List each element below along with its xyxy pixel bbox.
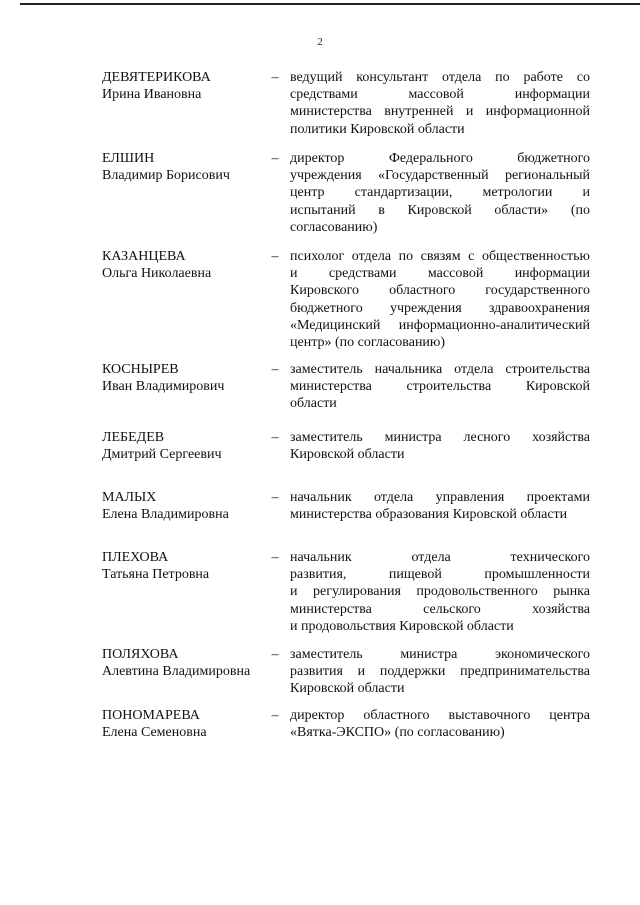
position-line: бюджетного учреждения здравоохранения [290,300,590,316]
separator-dash: – [271,151,279,166]
separator-dash: – [271,550,279,565]
member-name [102,707,267,741]
position-line: и продовольствия Кировской области [290,618,514,634]
member-position [290,549,590,635]
position-line: центр стандартизации, метрологии и [290,185,590,201]
member-name [102,248,267,282]
position-line: политики Кировской области [290,121,465,137]
position-line: министерства строительства Кировской [290,379,590,395]
position-line: развития и поддержки предпринимательства [290,664,590,680]
member-surname: КОСНЫРЕВ [102,362,179,377]
position-line: области [290,396,337,412]
member-position [290,150,590,236]
member-surname: ЛЕБЕДЕВ [102,430,165,445]
position-line: директор областного выставочного центра [290,708,590,723]
member-given-names: Дмитрий Сергеевич [102,447,222,462]
position-line: ведущий консультант отдела по работе со [290,70,590,85]
member-given-names: Владимир Борисович [102,168,230,183]
member-position [290,489,590,523]
position-line: министерства образования Кировской области [290,507,568,523]
page-number: 2 [317,36,323,48]
member-given-names: Елена Владимировна [102,507,229,522]
member-name [102,549,267,583]
separator-dash: – [271,647,279,662]
member-name [102,489,267,523]
member-name [102,646,267,680]
member-given-names: Ольга Николаевна [102,266,212,281]
member-position [290,361,590,413]
position-line: Кировской области [290,681,405,697]
member-surname: ПОНОМАРЕВА [102,708,200,723]
member-position [290,69,590,138]
member-surname: ДЕВЯТЕРИКОВА [102,70,211,85]
member-position [290,646,590,698]
member-position [290,707,590,741]
position-line: заместитель начальника отдела строительства [290,362,590,377]
member-surname: ПЛЕХОВА [102,550,169,565]
position-line: заместитель министра экономического [290,647,590,662]
position-line: испытаний в Кировской области» (по [290,202,590,218]
separator-dash: – [271,70,279,85]
position-line: и средствами массовой информации [290,266,590,282]
member-name [102,361,267,395]
member-given-names: Иван Владимирович [102,379,225,394]
position-line: Кировского областного государственного [290,283,590,299]
position-line: Кировской области [290,447,405,463]
member-surname: КАЗАНЦЕВА [102,249,186,264]
position-line: заместитель министра лесного хозяйства [290,430,590,445]
position-line: «Вятка-ЭКСПО» (по согласованию) [290,725,505,741]
member-name [102,150,267,184]
member-surname: МАЛЫХ [102,490,157,505]
member-name [102,429,267,463]
member-given-names: Елена Семеновна [102,725,207,740]
position-line: директор Федерального бюджетного [290,151,590,166]
member-given-names: Татьяна Петровна [102,567,210,582]
member-given-names: Ирина Ивановна [102,87,202,102]
position-line: министерства сельского хозяйства [290,601,590,617]
member-position [290,429,590,463]
separator-dash: – [271,430,279,445]
member-given-names: Алевтина Владимировна [102,664,251,679]
position-line: «Медицинский информационно-аналитический [290,317,590,333]
separator-dash: – [271,362,279,377]
member-name [102,69,267,103]
position-line: и регулирования продовольственного рынка [290,584,590,600]
member-position [290,248,590,351]
separator-dash: – [271,490,279,505]
position-line: начальник отдела технического [290,550,590,565]
member-surname: ЕЛШИН [102,151,155,166]
position-line: развития, пищевой промышленности [290,567,590,583]
position-line: согласованию) [290,219,378,235]
separator-dash: – [271,708,279,723]
position-line: учреждения «Государственный региональный [290,168,590,184]
position-line: центр» (по согласованию) [290,335,446,351]
position-line: средствами массовой информации [290,87,590,103]
separator-dash: – [271,249,279,264]
position-line: психолог отдела по связям с общественностью [290,249,590,264]
member-surname: ПОЛЯХОВА [102,647,179,662]
position-line: начальник отдела управления проектами [290,490,590,505]
position-line: министерства внутренней и информационной [290,104,590,120]
